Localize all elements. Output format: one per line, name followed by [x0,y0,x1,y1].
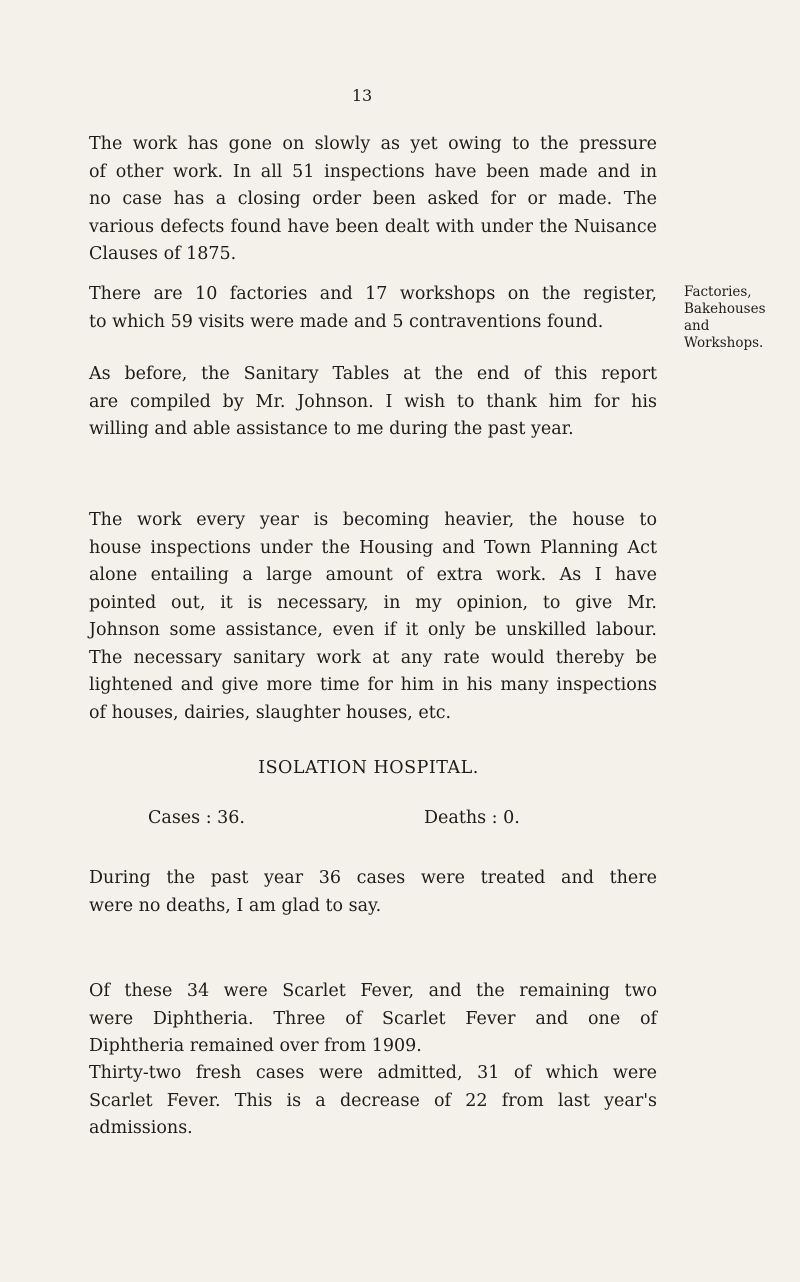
text-line: The work every year is becoming heavier, the house to [89,510,657,530]
text-line: Johnson some assistance, even if it only be unskilled labour. [89,620,657,640]
text-line: are compiled by Mr. Johnson. I wish to thank him for his [89,391,657,412]
margin-note-factories [684,284,794,352]
section-heading-isolation-hospital: ISOLATION HOSPITAL. [258,758,479,778]
text-line: During the past year 36 cases were treated and there [89,868,657,888]
paragraph-work-progress [89,131,657,269]
margin-note-line: Bakehouses [684,301,766,317]
text-line: willing and able assistance to me during the past year. [89,419,574,439]
text-line: were no deaths, I am glad to say. [89,895,382,916]
margin-note-line: and [684,318,710,334]
deaths-count: Deaths : 0. [424,808,520,828]
text-line: of other work. In all 51 inspections have been made and in [89,161,657,182]
margin-note-line: Factories, [684,284,752,300]
text-line: no case has a closing order been asked for or made. The [89,189,657,209]
paragraph-admissions [89,1060,657,1143]
text-line: The work has gone on slowly as yet owing to the pressure [89,134,657,154]
text-line: house inspections under the Housing and Town Planning Act [89,537,657,558]
text-line: There are 10 factories and 17 workshops on the register, [89,284,657,304]
text-line: Scarlet Fever. This is a decrease of 22 from last year's [89,1090,657,1111]
page-number: 13 [351,86,373,105]
text-line: The necessary sanitary work at any rate would thereby be [89,647,657,668]
cases-count: Cases : 36. [148,808,245,828]
paragraph-case-breakdown [89,978,657,1061]
text-line: pointed out, it is necessary, in my opinion, to give Mr. [89,592,657,613]
paragraph-cases-treated [89,865,657,920]
text-line: Of these 34 were Scarlet Fever, and the remaining two [89,981,657,1001]
text-line: Diphtheria remained over from 1909. [89,1036,422,1056]
text-line: Clauses of 1875. [89,244,237,264]
paragraph-workload [89,507,657,727]
text-line: were Diphtheria. Three of Scarlet Fever and one of [89,1008,657,1029]
text-line: Thirty-two fresh cases were admitted, 31 of which were [89,1063,657,1083]
text-line: As before, the Sanitary Tables at the end of this report [89,364,657,384]
paragraph-factories [89,281,657,336]
text-line: lightened and give more time for him in his many inspections [89,675,657,695]
text-line: various defects found have been dealt with under the Nuisance [89,216,657,237]
text-line: alone entailing a large amount of extra work. As I have [89,565,657,585]
text-line: to which 59 visits were made and 5 contraventions found. [89,311,604,332]
paragraph-sanitary-tables [89,361,657,444]
margin-note-line: Workshops. [684,335,764,351]
text-line: admissions. [89,1118,193,1138]
text-line: of houses, dairies, slaughter houses, etc. [89,702,452,723]
